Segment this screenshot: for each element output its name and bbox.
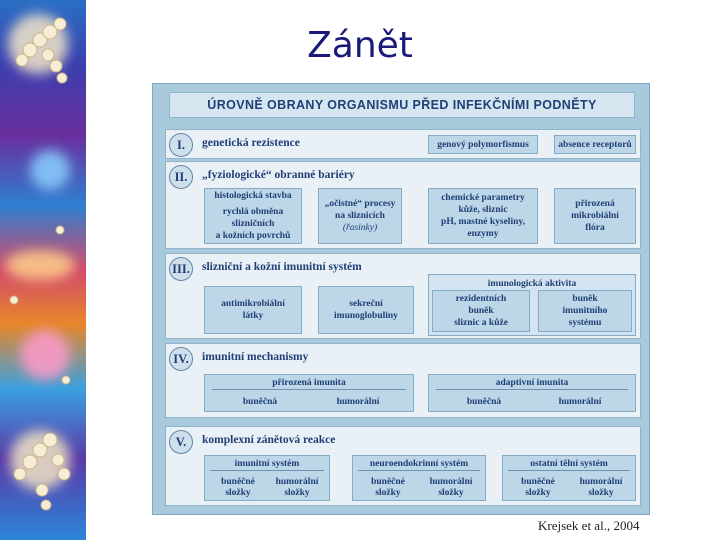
section-number: II. (169, 165, 193, 189)
label-cellular-components (210, 477, 266, 499)
label-humoral: humorální (558, 397, 602, 407)
label-humoral-components (268, 477, 326, 499)
label-humoral-components (570, 477, 632, 499)
box-chemical (428, 188, 538, 244)
box-text: sekreční (349, 299, 383, 309)
label-cellular-components (508, 477, 568, 499)
box-text: imunoglobuliny (334, 311, 398, 321)
label-line: buněčné (371, 477, 405, 487)
box-text: látky (242, 311, 264, 321)
box-gene-polymorphism: genový polymorfismus (428, 135, 538, 154)
label-line: složky (375, 488, 401, 498)
label-humoral: humorální (336, 397, 380, 407)
label-cellular: buněčná (242, 397, 278, 407)
box-text: sliznic a kůže (454, 318, 508, 328)
divider-line (210, 470, 324, 471)
box-text: buněk (468, 306, 494, 316)
label-line: humorální (275, 477, 319, 487)
source-credit: Krejsek et al., 2004 (538, 518, 640, 533)
label-line: složky (525, 488, 551, 498)
box-text: kůže, sliznic (458, 205, 508, 215)
box-text: antimikrobiální (221, 299, 285, 309)
diagram-heading: ÚROVNĚ OBRANY ORGANISMU PŘED INFEKČNÍMI PODNĚTY (169, 92, 635, 118)
section-title: komplexní zánětová reakce (202, 434, 336, 446)
divider-line (436, 389, 628, 390)
section-physiological-barriers (165, 161, 641, 249)
antibody-molecule-icon (0, 0, 86, 540)
defense-levels-diagram (152, 83, 650, 515)
section-title: imunitní mechanismy (202, 351, 309, 363)
section-immune-mechanisms (165, 343, 641, 418)
box-text: flóra (585, 223, 605, 233)
box-text: a kožních povrchů (215, 231, 291, 241)
label-line: složky (438, 488, 464, 498)
group-title: imunologická aktivita (487, 279, 577, 289)
group-title: imunitní systém (234, 459, 300, 469)
divider-line (508, 470, 630, 471)
label-cellular-components (358, 477, 418, 499)
label-line: buněčné (221, 477, 255, 487)
divider-line (212, 389, 406, 390)
section-number: IV. (169, 347, 193, 371)
divider-line (358, 470, 480, 471)
box-receptor-absence: absence receptorů (554, 135, 636, 154)
box-text: přirozená (575, 199, 615, 209)
section-mucosal-immunity (165, 253, 641, 339)
box-text: (řasinky) (342, 223, 378, 233)
box-text: mikrobiální (571, 211, 619, 221)
box-text: buněk (572, 294, 598, 304)
label-humoral-components (420, 477, 482, 499)
box-text: enzymy (467, 229, 499, 239)
box-text: histologická stavba (214, 191, 292, 201)
box-resident-cells (432, 290, 530, 332)
box-text: systému (568, 318, 602, 328)
box-histology (204, 188, 302, 244)
box-text: na sliznicích (335, 211, 385, 221)
group-title: ostatní tělní systém (530, 459, 608, 469)
box-text: imunitního (562, 306, 608, 316)
box-cleansing (318, 188, 402, 244)
box-flora (554, 188, 636, 244)
label-line: složky (225, 488, 251, 498)
section-complex-inflammation (165, 426, 641, 506)
section-number: V. (169, 430, 193, 454)
group-title: adaptivní imunita (495, 378, 569, 388)
label-line: humorální (429, 477, 473, 487)
label-line: složky (588, 488, 614, 498)
label-line: humorální (579, 477, 623, 487)
label-line: složky (284, 488, 310, 498)
box-antimicrobial (204, 286, 302, 334)
label-line: buněčné (521, 477, 555, 487)
box-text: slizničních (231, 219, 275, 229)
box-text: rezidentních (455, 294, 507, 304)
slide-title: Zánět (307, 25, 413, 66)
group-title: přirozená imunita (272, 378, 346, 388)
box-text: chemické parametry (441, 193, 525, 203)
section-title: slizniční a kožní imunitní systém (202, 261, 362, 273)
box-text: „očistné“ procesy (324, 199, 396, 209)
label-cellular: buněčná (466, 397, 502, 407)
box-secretory-ig (318, 286, 414, 334)
box-text: pH, mastné kyseliny, (441, 217, 525, 227)
section-number: I. (169, 133, 193, 157)
box-immune-cells (538, 290, 632, 332)
section-number: III. (169, 257, 193, 281)
section-title: „fyziologické“ obranné bariéry (202, 169, 355, 181)
box-text: rychlá obměna (222, 207, 284, 217)
decorative-sidebar (0, 0, 86, 540)
section-genetic-resistance (165, 129, 641, 159)
section-title: genetická rezistence (202, 137, 300, 149)
group-title: neuroendokrinní systém (369, 459, 469, 469)
